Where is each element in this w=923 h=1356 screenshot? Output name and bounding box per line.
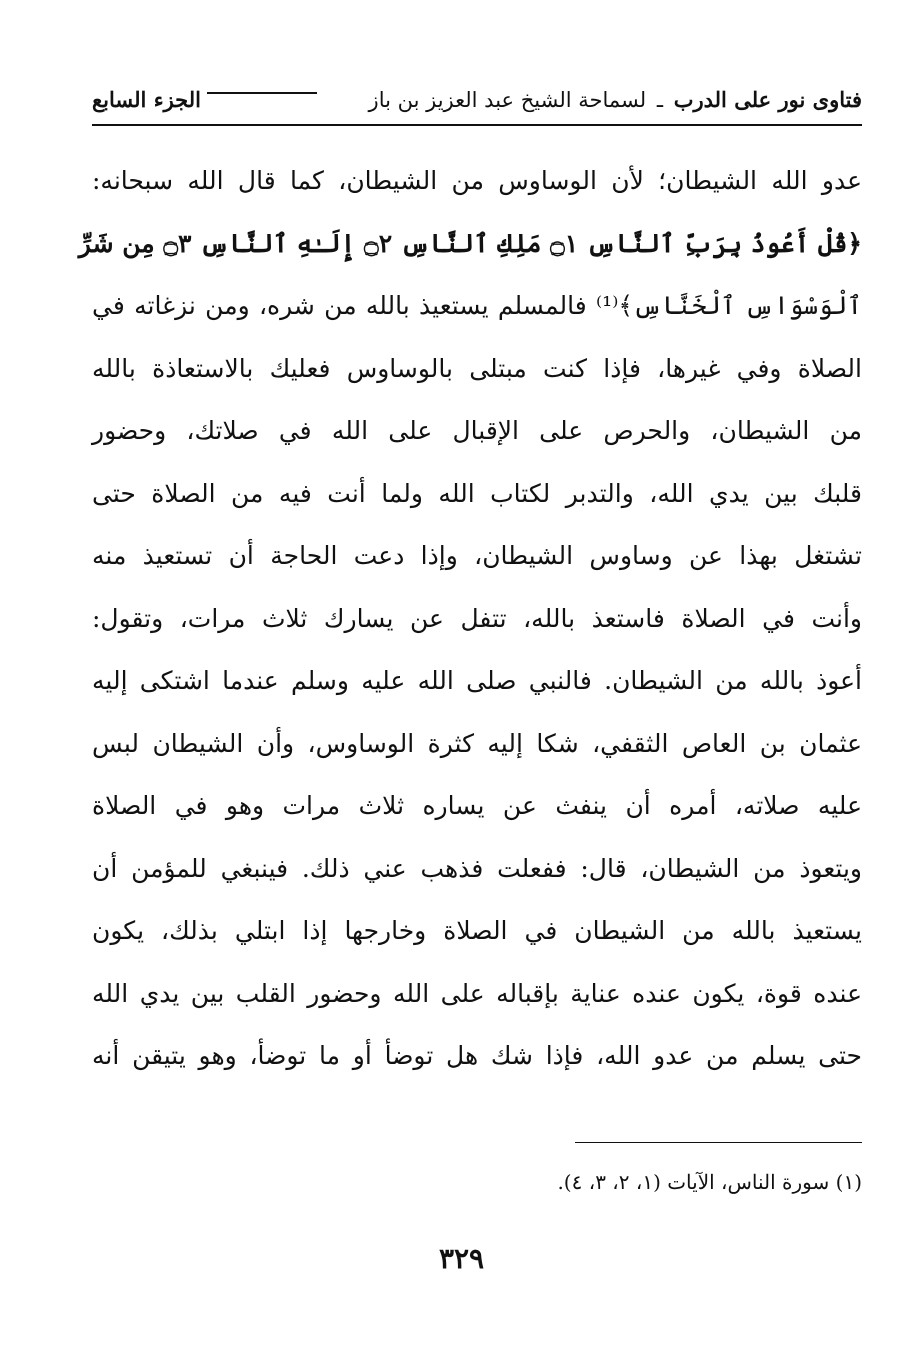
footnote: (١) سورة الناس، الآيات (١، ٢، ٣، ٤). <box>557 1170 862 1194</box>
main-text <box>78 150 862 1088</box>
book-title: فتاوى نور على الدرب <box>673 86 862 112</box>
text-line: يستعيذ بالله من الشيطان في الصلاة وخارجها إذا ابتلي بذلك، يكون <box>92 916 862 945</box>
text-line: تشتغل بهذا عن وساوس الشيطان، وإذا دعت الحاجة أن تستعيذ منه <box>92 541 862 570</box>
header-separator: ـ <box>656 87 664 112</box>
volume-label: الجزء السابع <box>92 86 201 112</box>
footnote-rule <box>575 1142 862 1143</box>
header-author: لسماحة الشيخ عبد العزيز بن باز <box>368 87 647 112</box>
text-line: عليه صلاته، أمره أن ينفث عن يساره ثلاث مرات وهو في الصلاة <box>92 791 862 820</box>
running-header <box>92 82 862 116</box>
text-line: ويتعوذ من الشيطان، قال: ففعلت فذهب عني ذلك. فينبغي للمؤمن أن <box>92 853 862 883</box>
text-line: وأنت في الصلاة فاستعذ بالله، تتفل عن يسارك ثلاث مرات، وتقول: <box>92 603 862 633</box>
text-line: الصلاة وفي غيرها، فإذا كنت مبتلى بالوساوس فعليك بالاستعاذة بالله <box>92 353 862 383</box>
header-volume-rule <box>207 92 317 94</box>
text-line: عنده قوة، يكون عنده عناية بإقباله على الله وحضور القلب بين يدي الله <box>92 978 862 1008</box>
text-line: أعوذ بالله من الشيطان. فالنبي صلى الله عليه وسلم عندما اشتكى إليه <box>92 666 862 695</box>
text-line: عثمان بن العاص الثقفي، شكا إليه كثرة الوساوس، وأن الشيطان لبس <box>92 728 862 758</box>
header-volume-group <box>92 87 323 112</box>
quran-verse-line: ﴿قُلْ أَعُوذُ بِرَبِّ ٱلنَّاسِ ۝١ مَلِكِ ٱلنَّاسِ ۝٢ إِلَـٰهِ ٱلنَّاسِ ۝٣ مِن شَرِّ <box>78 228 862 258</box>
header-title-group <box>369 87 862 112</box>
text-line: عدو الله الشيطان؛ لأن الوساوس من الشيطان، كما قال الله سبحانه: <box>92 166 862 195</box>
header-rule <box>92 124 862 126</box>
text-line: من الشيطان، والحرص على الإقبال على الله في صلاتك، وحضور <box>92 416 862 445</box>
text-line: قلبك بين يدي الله، والتدبر لكتاب الله ولما أنت فيه من الصلاة حتى <box>92 478 862 508</box>
page-number: ٣٢٩ <box>438 1242 485 1275</box>
text-line: حتى يسلم من عدو الله، فإذا شك هل توضأ أو ما توضأ، وهو يتيقن أنه <box>92 1041 862 1070</box>
text-line: ٱلْوَسْوَاسِ ٱلْخَنَّاسِ﴾⁽¹⁾ فالمسلم يستعيذ بالله من شره، ومن نزغاته في <box>92 291 862 320</box>
